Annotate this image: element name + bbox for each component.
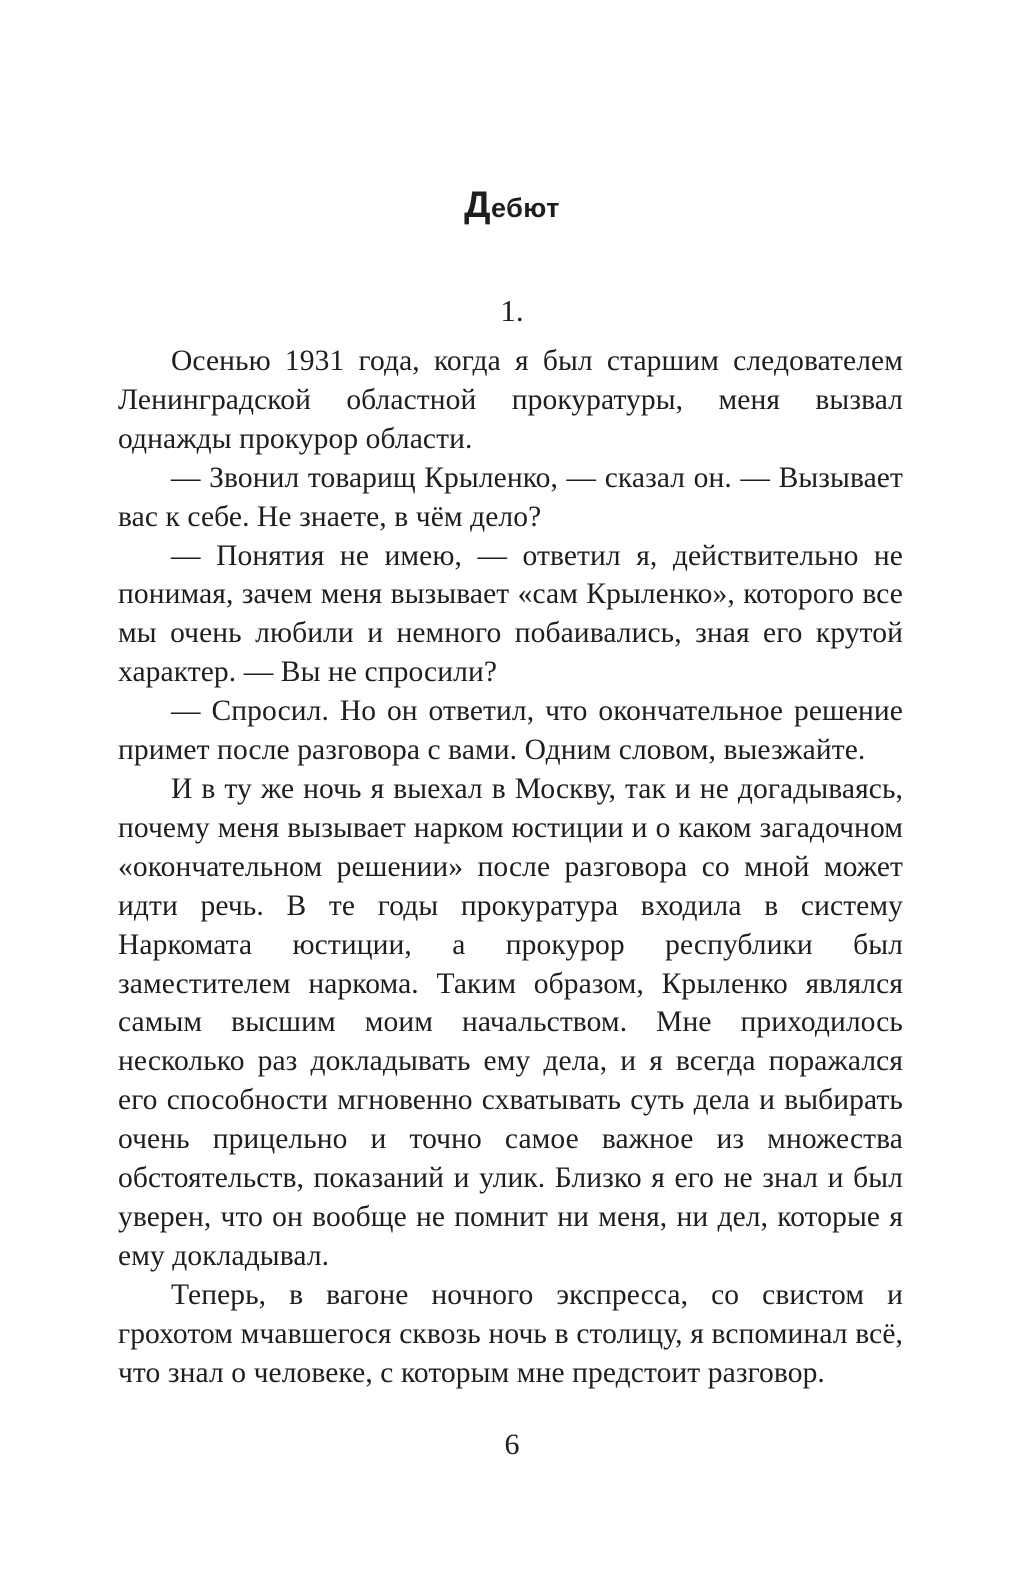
chapter-title: [0, 184, 1024, 226]
body-text: [118, 342, 903, 1392]
section-number: 1.: [500, 293, 524, 328]
paragraph: Осенью 1931 года, когда я был старшим следователем Ленинградской областной прокуратуры, меня вызвал однажды прокурор области.: [118, 345, 903, 455]
chapter-title-rest: ебют: [490, 193, 560, 223]
page-number: 6: [504, 1428, 520, 1461]
paragraph: — Звонил товарищ Крыленко, — сказал он. — Вызывает вас к себе. Не знаете, в чём дело?: [118, 461, 903, 533]
paragraph: Теперь, в вагоне ночного экспресса, со свистом и грохотом мчавшегося сквозь ночь в столицу, я вспоминал всё, что знал о человеке, с которым мне предстоит разговор.: [118, 1278, 903, 1389]
paragraph: — Спросил. Но он ответил, что окончательное решение примет после разговора с вами. Одним словом, выезжайте.: [118, 695, 903, 767]
paragraph: И в ту же ночь я выехал в Москву, так и не догадываясь, почему меня вызывает нарком юстиции и о каком загадочном «окончательном решении» после разговора со мной может идти речь. В те годы прокуратура входила в систему Наркомата юстиции, а прокурор республики был заместителем наркома. Таким образом, Крыленко являлся самым высшим моим начальством. Мне приходилось несколько раз докладывать ему дела, и я всегда поражался его способности мгновенно схватывать суть дела и выбирать очень прицельно и точно самое важное из множества обстоятельств, показаний и улик. Близко я его не знал и был уверен, что он вообще не помнит ни меня, ни дел, которые я ему докладывал.: [118, 772, 903, 1272]
paragraph: — Понятия не имею, — ответил я, действительно не понимая, зачем меня вызывает «сам Крыленко», которого все мы очень любили и немного побаивались, зная его крутой характер. — Вы не спросили?: [118, 539, 903, 689]
chapter-title-initial: Д: [464, 184, 491, 225]
